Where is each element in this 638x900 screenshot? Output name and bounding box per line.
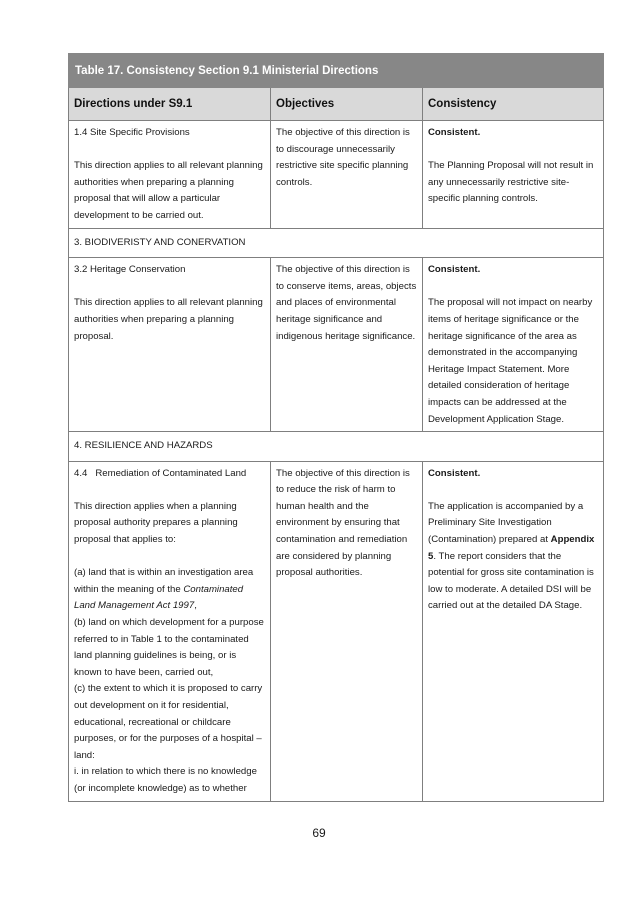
direction-cell [69, 121, 271, 229]
section-row [69, 228, 604, 258]
consistency-label: Consistent. [428, 467, 481, 479]
direction-cell [69, 258, 271, 432]
table-header-row [69, 88, 604, 121]
table-row [69, 461, 604, 801]
section-row [69, 432, 604, 462]
consistency-text: The proposal will not impact on nearby items of heritage significance or the heritage significance of the area as demonstrated in the accompanying Heritage Impact Statement. More detailed consideration of heritage impacts can be addressed at the Development Application Stage. [428, 297, 593, 425]
objective-cell [271, 121, 423, 229]
table-row [69, 121, 604, 229]
column-header-objectives: Objectives [271, 88, 423, 121]
consistency-label: Consistent. [428, 264, 481, 276]
direction-title: 3.2 Heritage Conservation [74, 264, 186, 276]
consistency-cell [423, 258, 604, 432]
direction-title: 4.4 Remediation of Contaminated Land [74, 467, 247, 479]
direction-item-c: (c) the extent to which it is proposed to carry out development on it for residential, educational, recreational or childcare purposes, or for the purposes of a hospital – land: [74, 683, 263, 761]
direction-item-i: i. in relation to which there is no knowledge (or incomplete knowledge) as to whether [74, 766, 257, 794]
consistency-text: The Planning Proposal will not result in any unnecessarily restrictive site-specific planning controls. [428, 160, 594, 205]
table-row [69, 258, 604, 432]
ministerial-directions-table-container [68, 53, 603, 802]
page-number: 69 [312, 826, 326, 840]
table-caption: Table 17. Consistency Section 9.1 Ministerial Directions [69, 54, 604, 88]
direction-item-a: (a) land that is within an investigation area within the meaning of the Contaminated Land Management Act 1997, [74, 567, 254, 612]
column-header-consistency: Consistency [423, 88, 604, 121]
column-header-directions: Directions under S9.1 [69, 88, 271, 121]
section-heading-resilience: 4. RESILIENCE AND HAZARDS [69, 432, 604, 462]
direction-body: This direction applies when a planning proposal authority prepares a planning proposal that applies to: [74, 500, 238, 546]
objective-text: The objective of this direction is to reduce the risk of harm to human health and the environment by ensuring that contamination and remediation are considered by planning proposal authorities. [276, 467, 410, 579]
objective-cell [271, 461, 423, 801]
direction-body: This direction applies to all relevant planning authorities when preparing a planning proposal. [74, 297, 263, 342]
direction-cell [69, 461, 271, 801]
ministerial-directions-table [68, 53, 604, 802]
consistency-text: The application is accompanied by a Preliminary Site Investigation (Contamination) prepared at Appendix 5. The report considers that the potential for gross site contamination is low to moderate. A detailed DSI will be carried out at the detailed DA Stage. [428, 500, 595, 612]
objective-text: The objective of this direction is to conserve items, areas, objects and places of environmental heritage significance and indigenous heritage significance. [276, 264, 417, 342]
consistency-cell [423, 121, 604, 229]
direction-body: This direction applies to all relevant planning authorities when preparing a planning proposal that will allow a particular development to be carried out. [74, 160, 263, 221]
section-heading-biodiversity: 3. BIODIVERISTY AND CONERVATION [69, 228, 604, 258]
direction-item-b: (b) land on which development for a purpose referred to in Table 1 to the contaminated land planning guidelines is being, or is known to have been, carried out, [74, 617, 264, 678]
consistency-label: Consistent. [428, 127, 481, 138]
consistency-cell [423, 461, 604, 801]
table-caption-row [69, 54, 604, 88]
objective-cell [271, 258, 423, 432]
direction-title: 1.4 Site Specific Provisions [74, 127, 190, 138]
objective-text: The objective of this direction is to discourage unnecessarily restrictive site specific planning controls. [276, 127, 410, 188]
